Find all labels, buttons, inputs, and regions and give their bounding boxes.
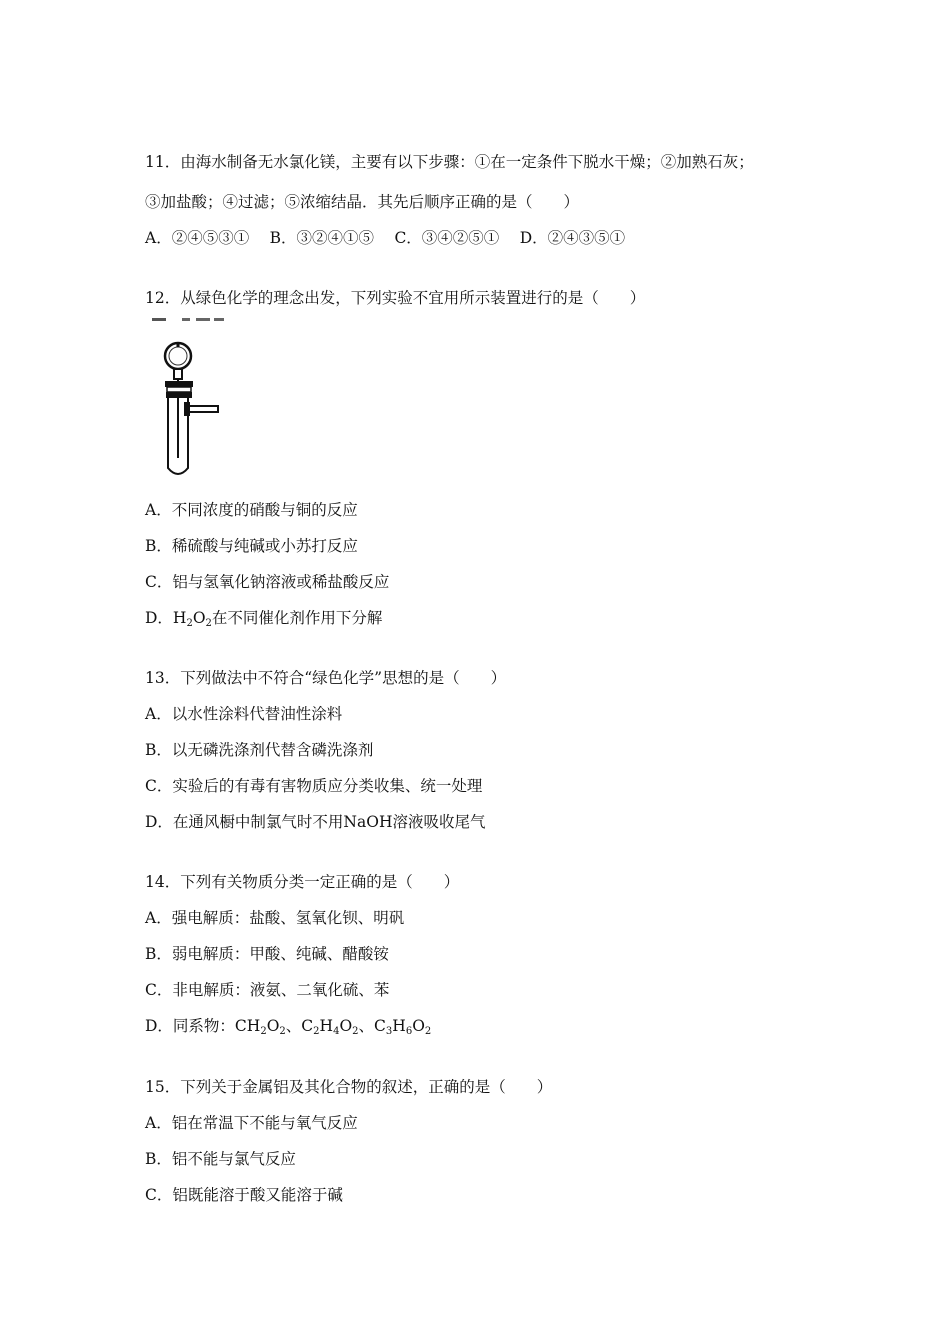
q12-option-c: C．铝与氢氧化钠溶液或稀盐酸反应 [145, 573, 390, 591]
test-tube-apparatus-figure [152, 318, 232, 480]
q12-option-a: A．不同浓度的硝酸与铜的反应 [145, 501, 358, 519]
q13-option-d: D．在通风橱中制氯气时不用NaOH溶液吸收尾气 [145, 813, 486, 831]
q11-options: A．②④⑤③① B．③②④①⑤ C．③④②⑤① D．②④③⑤① [145, 229, 626, 247]
q15-option-a: A．铝在常温下不能与氧气反应 [145, 1114, 358, 1132]
q12-stem: 12．从绿色化学的理念出发，下列实验不宜用所示装置进行的是（ ） [145, 289, 646, 307]
q14-option-d: D．同系物：$CH_2O_2$、$C_2H_4O_2$、$C_3H_6O_2$ [145, 1017, 432, 1037]
q13-option-b: B．以无磷洗涤剂代替含磷洗涤剂 [145, 741, 374, 759]
q11-stem-line1: 11．由海水制备无水氯化镁，主要有以下步骤：①在一定条件下脱水干燥；②加熟石灰； [145, 153, 754, 171]
q13-option-c: C．实验后的有毒有害物质应分类收集、统一处理 [145, 777, 483, 795]
q12-option-b: B．稀硫酸与纯碱或小苏打反应 [145, 537, 358, 555]
q13-stem: 13．下列做法中不符合“绿色化学”思想的是（ ） [145, 669, 507, 687]
q15-option-c: C．铝既能溶于酸又能溶于碱 [145, 1186, 343, 1204]
q14-stem: 14．下列有关物质分类一定正确的是（ ） [145, 873, 460, 891]
q14-option-a: A．强电解质：盐酸、氢氧化钡、明矾 [145, 909, 405, 927]
q15-option-b: B．铝不能与氯气反应 [145, 1150, 296, 1168]
q15-stem: 15．下列关于金属铝及其化合物的叙述，正确的是（ ） [145, 1078, 553, 1096]
q13-option-a: A．以水性涂料代替油性涂料 [145, 705, 343, 723]
q14-option-b: B．弱电解质：甲酸、纯碱、醋酸铵 [145, 945, 389, 963]
q14-option-c: C．非电解质：液氨、二氧化硫、苯 [145, 981, 390, 999]
q11-stem-line2: ③加盐酸；④过滤；⑤浓缩结晶．其先后顺序正确的是（ ） [145, 193, 580, 211]
q12-option-d: D．$H_2O_2$在不同催化剂作用下分解 [145, 609, 383, 629]
